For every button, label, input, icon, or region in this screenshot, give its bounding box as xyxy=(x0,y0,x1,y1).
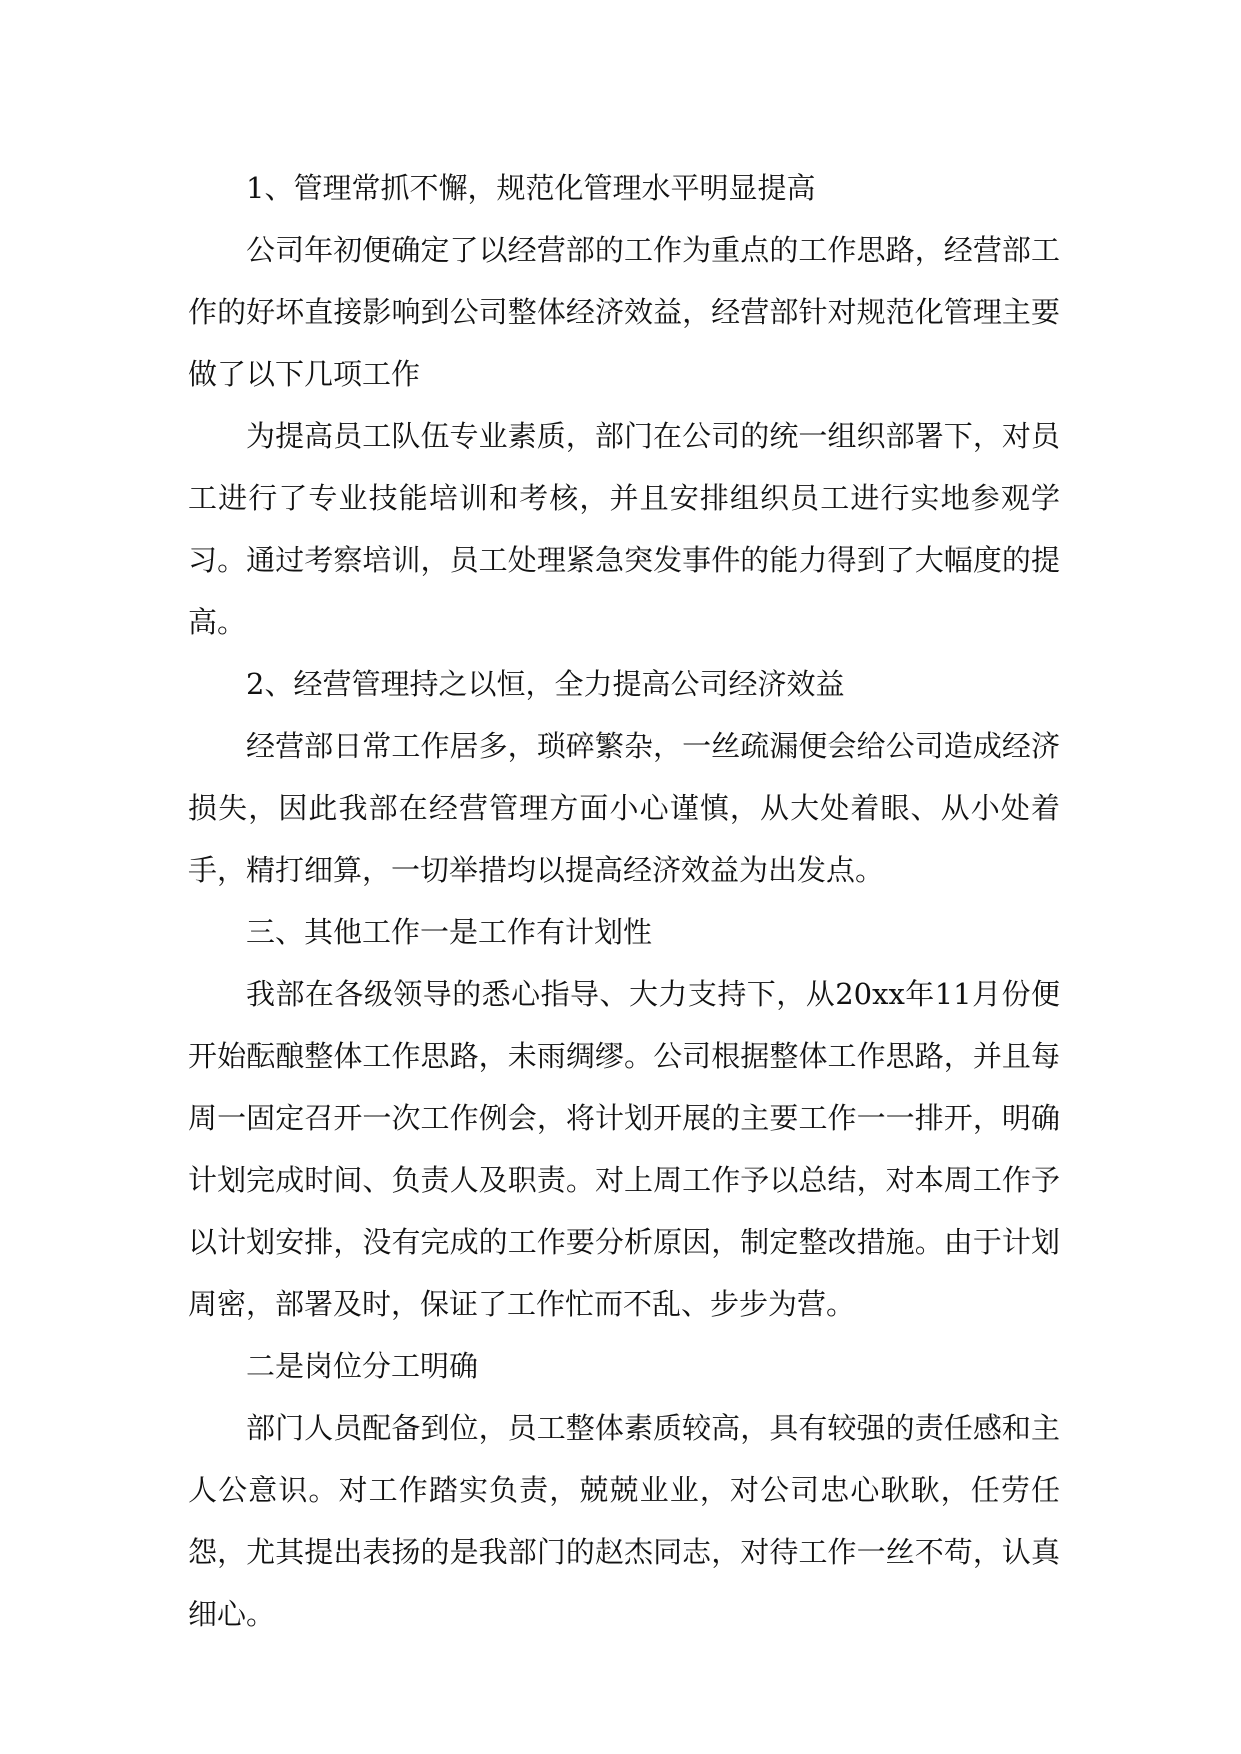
section-heading-division-of-labor: 二是岗位分工明确 xyxy=(246,1349,479,1383)
paragraph: 为提高员工队伍专业素质，部门在公司的统一组织部署下，对员工进行了专业技能培训和考核，并且安排组织员工进行实地参观学习。通过考察培训，员工处理紧急突发事件的能力得到了大幅度的提高。 xyxy=(188,419,1060,639)
paragraph: 经营部日常工作居多，琐碎繁杂，一丝疏漏便会给公司造成经济损失，因此我部在经营管理方面小心谨慎，从大处着眼、从小处着手，精打细算，一切举措均以提高经济效益为出发点。 xyxy=(188,729,1060,887)
section-heading-other-work: 三、其他工作一是工作有计划性 xyxy=(246,915,653,949)
paragraph: 部门人员配备到位，员工整体素质较高，具有较强的责任感和主人公意识。对工作踏实负责，兢兢业业，对公司忠心耿耿，任劳任怨，尤其提出表扬的是我部门的赵杰同志，对待工作一丝不苟，认真细心。 xyxy=(188,1411,1060,1631)
paragraph: 我部在各级领导的悉心指导、大力支持下，从20xx年11月份便开始酝酿整体工作思路，未雨绸缪。公司根据整体工作思路，并且每周一固定召开一次工作例会，将计划开展的主要工作一一排开，明确计划完成时间、负责人及职责。对上周工作予以总结，对本周工作予以计划安排，没有完成的工作要分析原因，制定整改措施。由于计划周密，部署及时，保证了工作忙而不乱、步步为营。 xyxy=(188,977,1060,1321)
paragraph: 公司年初便确定了以经营部的工作为重点的工作思路，经营部工作的好坏直接影响到公司整体经济效益，经营部针对规范化管理主要做了以下几项工作 xyxy=(188,233,1060,391)
document-body xyxy=(188,157,1060,1645)
section-heading-management: 1、管理常抓不懈，规范化管理水平明显提高 xyxy=(246,171,816,205)
section-heading-operations: 2、经营管理持之以恒，全力提高公司经济效益 xyxy=(246,667,845,701)
